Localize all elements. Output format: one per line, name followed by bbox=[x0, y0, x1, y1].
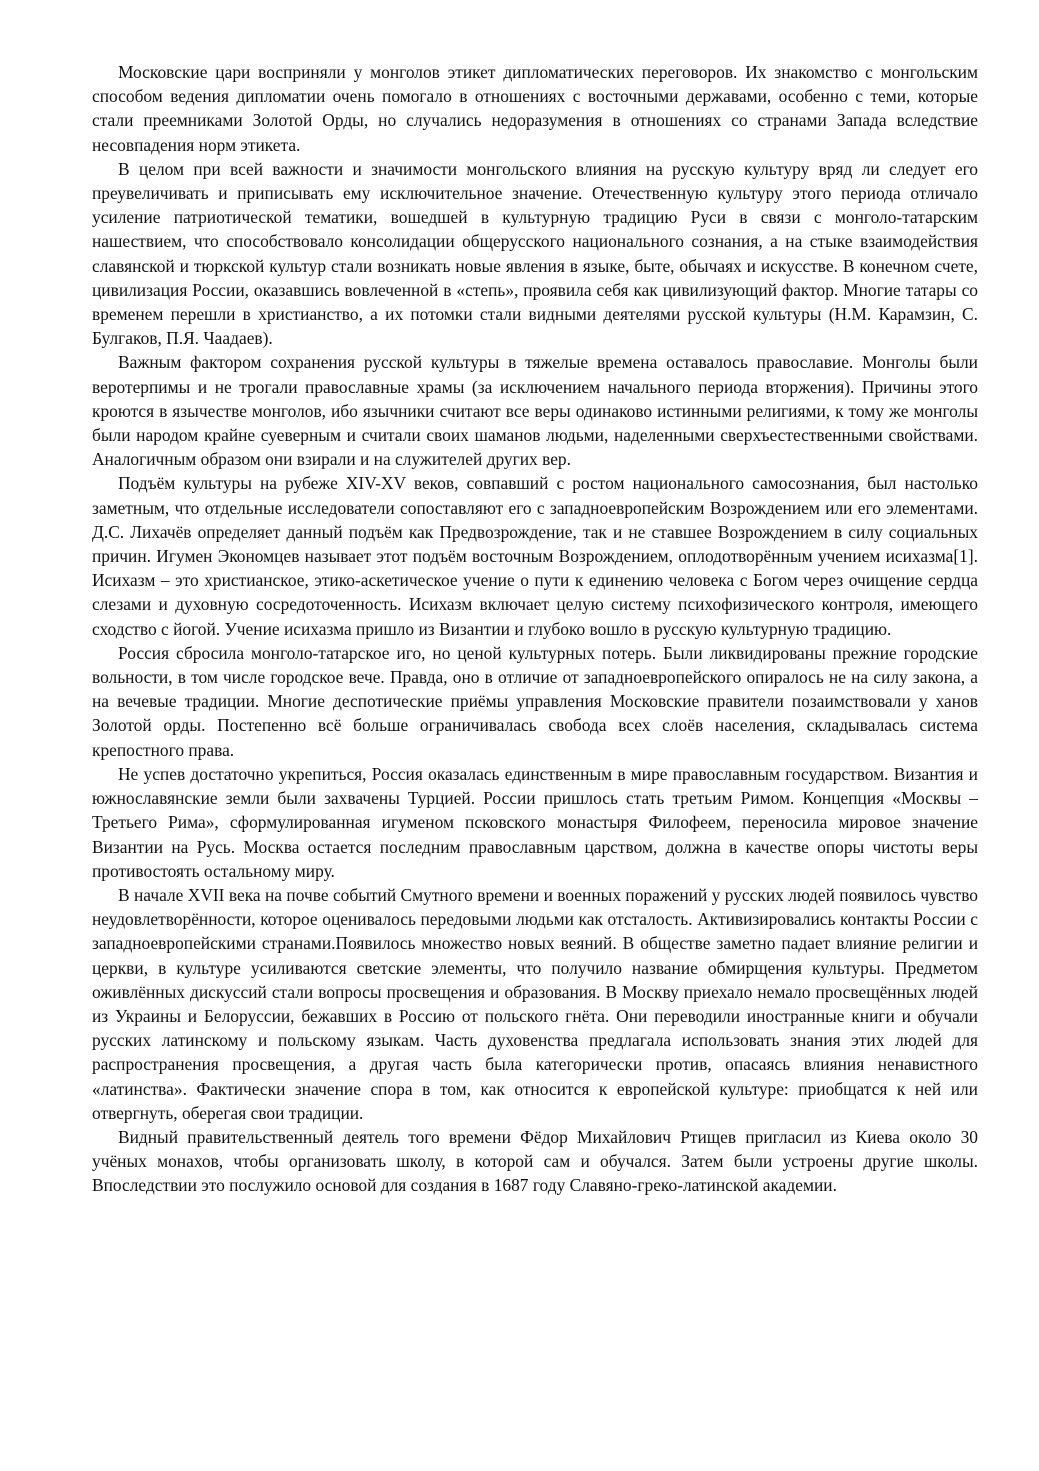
paragraph-xvii-century: В начале XVII века на почве событий Смутного времени и военных поражений у русских людей появилось чувство неудовлетворённости, которое оценивалось передовыми людьми как отсталость. Активизировались контакты России с западноевропейскими странами.Появилось множество новых веяний. В обществе заметно падает влияние религии и церкви, в культуре усиливаются светские элементы, что получило название обмирщения культуры. Предметом оживлённых дискуссий стали вопросы просвещения и образования. В Москву приехало немало просвещённых людей из Украины и Белоруссии, бежавших в Россию от польского гнёта. Они переводили иностранные книги и обучали русских латинскому и польскому языкам. Часть духовенства предлагала использовать знания этих людей для распространения просвещения, а другая часть была категорически против, опасаясь влияния ненавистного «латинства». Фактически значение спора в том, как относится к европейской культуре: приобщатся к ней или отвергнуть, оберегая свои традиции. bbox=[92, 884, 978, 1123]
paragraph-rtishchev: Видный правительственный деятель того времени Фёдор Михайлович Ртищев пригласил из Киева около 30 учёных монахов, чтобы организовать школу, в которой сам и обучался. Затем были устроены другие школы. Впоследствии это послужило основой для создания в 1687 году Славяно-греко-латинской академии. bbox=[92, 1126, 978, 1196]
paragraph-third-rome: Не успев достаточно укрепиться, Россия оказалась единственным в мире православным государством. Византия и южнославянские земли были захвачены Турцией. России пришлось стать третьим Римом. Концепция «Москвы – Третьего Рима», сформулированная игуменом псковского монастыря Филофеем, переносила мировое значение Византии на Русь. Москва остается последним православным царством, должна в качестве опоры чистоты веры противостоять остальному миру. bbox=[92, 763, 978, 881]
paragraph-orthodoxy: Важным фактором сохранения русской культуры в тяжелые времена оставалось православие. Монголы были веротерпимы и не трогали православные храмы (за исключением начального периода вторжения). Причины этого кроются в язычестве монголов, ибо язычники считают все веры одинаково истинными религиями, к тому же монголы были народом крайне суеверным и считали своих шаманов людьми, наделенными сверхъестественными свойствами. Аналогичным образом они взирали и на служителей других вер. bbox=[92, 352, 978, 470]
paragraph-etiquette: Московские цари восприняли у монголов этикет дипломатических переговоров. Их знакомство с монгольским способом ведения дипломатии очень помогало в отношениях с восточными державами, особенно с теми, которые стали преемниками Золотой Орды, но случались недоразумения в отношениях со странами Запада вследствие несовпадения норм этикета. bbox=[92, 62, 978, 155]
paragraph-mongol-influence: В целом при всей важности и значимости монгольского влияния на русскую культуру вряд ли следует его преувеличивать и приписывать ему исключительное значение. Отечественную культуру этого периода отличало усиление патриотической тематики, вошедшей в культурную традицию Руси в связи с монголо-татарским нашествием, что способствовало консолидации общерусского национального сознания, а на стыке взаимодействия славянской и тюркской культур стали возникать новые явления в языке, быте, обычаях и искусстве. В конечном счете, цивилизация России, оказавшись вовлеченной в «степь», проявила себя как цивилизующий фактор. Многие татары со временем перешли в христианство, а их потомки стали видными деятелями русской культуры (Н.М. Карамзин, С. Булгаков, П.Я. Чаадаев). bbox=[92, 158, 978, 349]
document-page bbox=[92, 60, 978, 1198]
paragraph-cultural-rise: Подъём культуры на рубеже XIV-XV веков, совпавший с ростом национального самосознания, был настолько заметным, что отдельные исследователи сопоставляют его с западноевропейским Возрождением или его элементами. Д.С. Лихачёв определяет данный подъём как Предвозрождение, так и не ставшее Возрождением в силу социальных причин. Игумен Экономцев называет этот подъём восточным Возрождением, оплодотворённым учением исихазма[1]. Исихазм – это христианское, этико-аскетическое учение о пути к единению человека с Богом через очищение сердца слезами и духовную сосредоточенность. Исихазм включает целую систему психофизического контроля, имеющего сходство с йогой. Учение исихазма пришло из Византии и глубоко вошло в русскую культурную традицию. bbox=[92, 473, 978, 639]
paragraph-yoke-losses: Россия сбросила монголо-татарское иго, но ценой культурных потерь. Были ликвидированы прежние городские вольности, в том числе городское вече. Правда, оно в отличие от западноевропейского опиралось не на силу закона, а на вечевые традиции. Многие деспотические приёмы управления Московские правители позаимствовали у ханов Золотой орды. Постепенно всё больше ограничивалась свобода всех слоёв населения, складывалась система крепостного права. bbox=[92, 642, 978, 760]
